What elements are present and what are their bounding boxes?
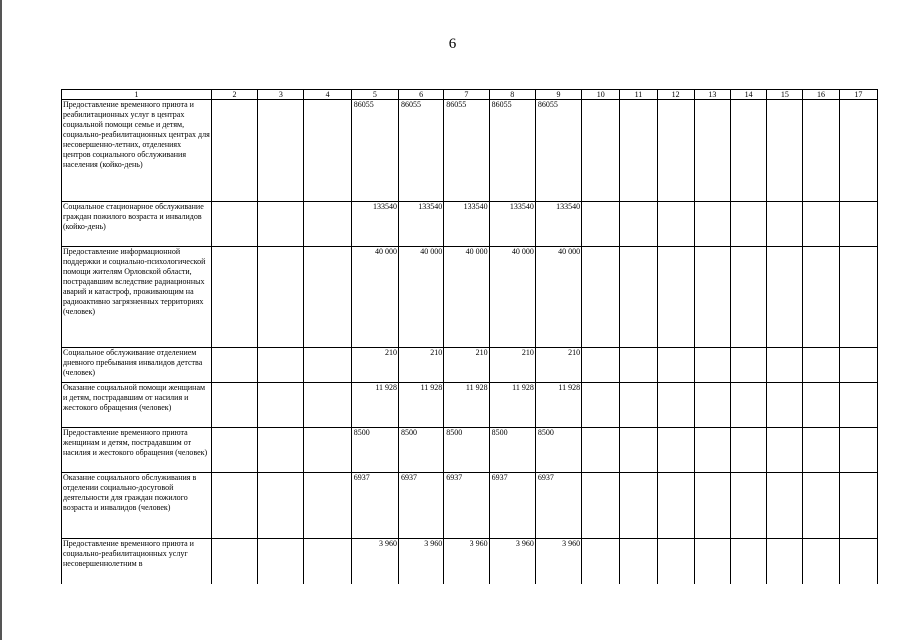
empty-cell-col-15 <box>767 202 803 247</box>
empty-cell-col-12 <box>657 428 694 473</box>
value-cell-col-5: 40 000 <box>351 247 398 348</box>
empty-cell-col-14 <box>731 383 767 428</box>
value-cell-col-5: 133540 <box>351 202 398 247</box>
empty-cell-col-4 <box>304 247 351 348</box>
empty-cell-col-4 <box>304 100 351 202</box>
empty-cell-col-14 <box>731 539 767 584</box>
value-cell-col-7: 3 960 <box>444 539 489 584</box>
empty-cell-col-16 <box>803 383 839 428</box>
table-row <box>62 539 878 584</box>
value-cell-col-8: 6937 <box>489 473 535 539</box>
service-name-cell: Социальное стационарное обслуживание граждан пожилого возраста и инвалидов (койко-день) <box>62 202 212 247</box>
empty-cell-col-13 <box>694 383 730 428</box>
column-header-3: 3 <box>258 90 304 100</box>
table-row <box>62 428 878 473</box>
empty-cell-col-17 <box>839 473 877 539</box>
column-number-row <box>62 90 878 100</box>
empty-cell-col-3 <box>258 473 304 539</box>
empty-cell-col-2 <box>211 100 257 202</box>
value-cell-col-6: 210 <box>399 348 444 383</box>
service-name-cell: Оказание социального обслуживания в отделении социально-досуговой деятельности для граждан пожилого возраста и инвалидов (человек) <box>62 473 212 539</box>
empty-cell-col-16 <box>803 247 839 348</box>
value-cell-col-9: 86055 <box>535 100 581 202</box>
empty-cell-col-14 <box>731 247 767 348</box>
column-header-8: 8 <box>489 90 535 100</box>
empty-cell-col-4 <box>304 348 351 383</box>
column-header-5: 5 <box>351 90 398 100</box>
value-cell-col-5: 3 960 <box>351 539 398 584</box>
column-header-16: 16 <box>803 90 839 100</box>
value-cell-col-9: 8500 <box>535 428 581 473</box>
empty-cell-col-14 <box>731 428 767 473</box>
value-cell-col-6: 86055 <box>399 100 444 202</box>
value-cell-col-9: 133540 <box>535 202 581 247</box>
empty-cell-col-12 <box>657 348 694 383</box>
empty-cell-col-16 <box>803 348 839 383</box>
empty-cell-col-12 <box>657 383 694 428</box>
empty-cell-col-3 <box>258 247 304 348</box>
empty-cell-col-14 <box>731 473 767 539</box>
empty-cell-col-13 <box>694 247 730 348</box>
empty-cell-col-15 <box>767 428 803 473</box>
value-cell-col-7: 8500 <box>444 428 489 473</box>
empty-cell-col-12 <box>657 202 694 247</box>
empty-cell-col-12 <box>657 100 694 202</box>
column-header-11: 11 <box>620 90 657 100</box>
empty-cell-col-13 <box>694 539 730 584</box>
empty-cell-col-13 <box>694 100 730 202</box>
empty-cell-col-11 <box>620 247 657 348</box>
empty-cell-col-16 <box>803 100 839 202</box>
empty-cell-col-16 <box>803 428 839 473</box>
table-row <box>62 202 878 247</box>
value-cell-col-6: 11 928 <box>399 383 444 428</box>
value-cell-col-7: 210 <box>444 348 489 383</box>
empty-cell-col-4 <box>304 383 351 428</box>
empty-cell-col-12 <box>657 473 694 539</box>
value-cell-col-6: 133540 <box>399 202 444 247</box>
empty-cell-col-4 <box>304 202 351 247</box>
table-row <box>62 348 878 383</box>
empty-cell-col-2 <box>211 473 257 539</box>
empty-cell-col-11 <box>620 428 657 473</box>
page-edge <box>0 0 2 640</box>
value-cell-col-8: 86055 <box>489 100 535 202</box>
empty-cell-col-10 <box>582 100 620 202</box>
column-header-12: 12 <box>657 90 694 100</box>
empty-cell-col-16 <box>803 539 839 584</box>
column-header-6: 6 <box>399 90 444 100</box>
value-cell-col-9: 6937 <box>535 473 581 539</box>
value-cell-col-5: 210 <box>351 348 398 383</box>
empty-cell-col-10 <box>582 383 620 428</box>
column-header-17: 17 <box>839 90 877 100</box>
empty-cell-col-14 <box>731 348 767 383</box>
empty-cell-col-15 <box>767 473 803 539</box>
service-name-cell: Предоставление временного приюта и реабилитационных услуг в центрах социальной помощи семье и детям, социально-реабилитационных центрах для несовершенно-летних, отделениях центров социального обслуживания населения (койко-день) <box>62 100 212 202</box>
value-cell-col-8: 8500 <box>489 428 535 473</box>
value-cell-col-7: 40 000 <box>444 247 489 348</box>
empty-cell-col-2 <box>211 383 257 428</box>
empty-cell-col-2 <box>211 428 257 473</box>
value-cell-col-9: 11 928 <box>535 383 581 428</box>
empty-cell-col-2 <box>211 202 257 247</box>
column-header-2: 2 <box>211 90 257 100</box>
empty-cell-col-15 <box>767 383 803 428</box>
empty-cell-col-13 <box>694 202 730 247</box>
empty-cell-col-11 <box>620 348 657 383</box>
empty-cell-col-15 <box>767 247 803 348</box>
column-header-9: 9 <box>535 90 581 100</box>
empty-cell-col-15 <box>767 539 803 584</box>
empty-cell-col-2 <box>211 539 257 584</box>
value-cell-col-5: 8500 <box>351 428 398 473</box>
empty-cell-col-13 <box>694 473 730 539</box>
empty-cell-col-15 <box>767 100 803 202</box>
empty-cell-col-11 <box>620 473 657 539</box>
column-header-1: 1 <box>62 90 212 100</box>
empty-cell-col-3 <box>258 539 304 584</box>
value-cell-col-7: 11 928 <box>444 383 489 428</box>
empty-cell-col-3 <box>258 100 304 202</box>
table-row <box>62 473 878 539</box>
value-cell-col-8: 11 928 <box>489 383 535 428</box>
empty-cell-col-13 <box>694 348 730 383</box>
column-header-13: 13 <box>694 90 730 100</box>
empty-cell-col-17 <box>839 100 877 202</box>
value-cell-col-6: 8500 <box>399 428 444 473</box>
empty-cell-col-10 <box>582 428 620 473</box>
value-cell-col-8: 210 <box>489 348 535 383</box>
service-name-cell: Предоставление временного приюта и социально-реабилитационных услуг несовершеннолетним в <box>62 539 212 584</box>
table-row <box>62 247 878 348</box>
value-cell-col-5: 11 928 <box>351 383 398 428</box>
empty-cell-col-14 <box>731 202 767 247</box>
value-cell-col-7: 133540 <box>444 202 489 247</box>
empty-cell-col-4 <box>304 428 351 473</box>
empty-cell-col-17 <box>839 247 877 348</box>
empty-cell-col-4 <box>304 473 351 539</box>
empty-cell-col-12 <box>657 539 694 584</box>
empty-cell-col-10 <box>582 247 620 348</box>
column-header-7: 7 <box>444 90 489 100</box>
empty-cell-col-11 <box>620 202 657 247</box>
service-name-cell: Оказание социальной помощи женщинам и детям, пострадавшим от насилия и жестокого обращения (человек) <box>62 383 212 428</box>
empty-cell-col-16 <box>803 473 839 539</box>
empty-cell-col-17 <box>839 348 877 383</box>
value-cell-col-6: 40 000 <box>399 247 444 348</box>
value-cell-col-6: 3 960 <box>399 539 444 584</box>
empty-cell-col-3 <box>258 202 304 247</box>
value-cell-col-9: 3 960 <box>535 539 581 584</box>
empty-cell-col-17 <box>839 428 877 473</box>
table-row <box>62 383 878 428</box>
column-header-4: 4 <box>304 90 351 100</box>
empty-cell-col-3 <box>258 348 304 383</box>
value-cell-col-9: 210 <box>535 348 581 383</box>
empty-cell-col-17 <box>839 202 877 247</box>
empty-cell-col-11 <box>620 539 657 584</box>
empty-cell-col-3 <box>258 428 304 473</box>
value-cell-col-5: 86055 <box>351 100 398 202</box>
empty-cell-col-12 <box>657 247 694 348</box>
table-row <box>62 100 878 202</box>
empty-cell-col-3 <box>258 383 304 428</box>
empty-cell-col-10 <box>582 202 620 247</box>
services-table <box>61 89 878 584</box>
empty-cell-col-17 <box>839 383 877 428</box>
empty-cell-col-10 <box>582 348 620 383</box>
value-cell-col-5: 6937 <box>351 473 398 539</box>
column-header-15: 15 <box>767 90 803 100</box>
value-cell-col-6: 6937 <box>399 473 444 539</box>
empty-cell-col-2 <box>211 348 257 383</box>
empty-cell-col-11 <box>620 100 657 202</box>
service-name-cell: Предоставление временного приюта женщинам и детям, пострадавшим от насилия и жестокого обращения (человек) <box>62 428 212 473</box>
empty-cell-col-4 <box>304 539 351 584</box>
value-cell-col-7: 6937 <box>444 473 489 539</box>
column-header-14: 14 <box>731 90 767 100</box>
empty-cell-col-2 <box>211 247 257 348</box>
value-cell-col-9: 40 000 <box>535 247 581 348</box>
empty-cell-col-15 <box>767 348 803 383</box>
page-number: 6 <box>448 36 457 52</box>
empty-cell-col-11 <box>620 383 657 428</box>
empty-cell-col-13 <box>694 428 730 473</box>
empty-cell-col-10 <box>582 539 620 584</box>
service-name-cell: Предоставление информационной поддержки и социально-психологической помощи жителям Орловской области, пострадавшим вследствие радиационных аварий и катастроф, проживающим на радиоактивно загрязненных территориях (человек) <box>62 247 212 348</box>
value-cell-col-8: 133540 <box>489 202 535 247</box>
value-cell-col-8: 3 960 <box>489 539 535 584</box>
value-cell-col-8: 40 000 <box>489 247 535 348</box>
empty-cell-col-16 <box>803 202 839 247</box>
empty-cell-col-10 <box>582 473 620 539</box>
value-cell-col-7: 86055 <box>444 100 489 202</box>
table-body <box>62 100 878 584</box>
empty-cell-col-17 <box>839 539 877 584</box>
empty-cell-col-14 <box>731 100 767 202</box>
column-header-10: 10 <box>582 90 620 100</box>
service-name-cell: Социальное обслуживание отделением дневного пребывания инвалидов детства (человек) <box>62 348 212 383</box>
